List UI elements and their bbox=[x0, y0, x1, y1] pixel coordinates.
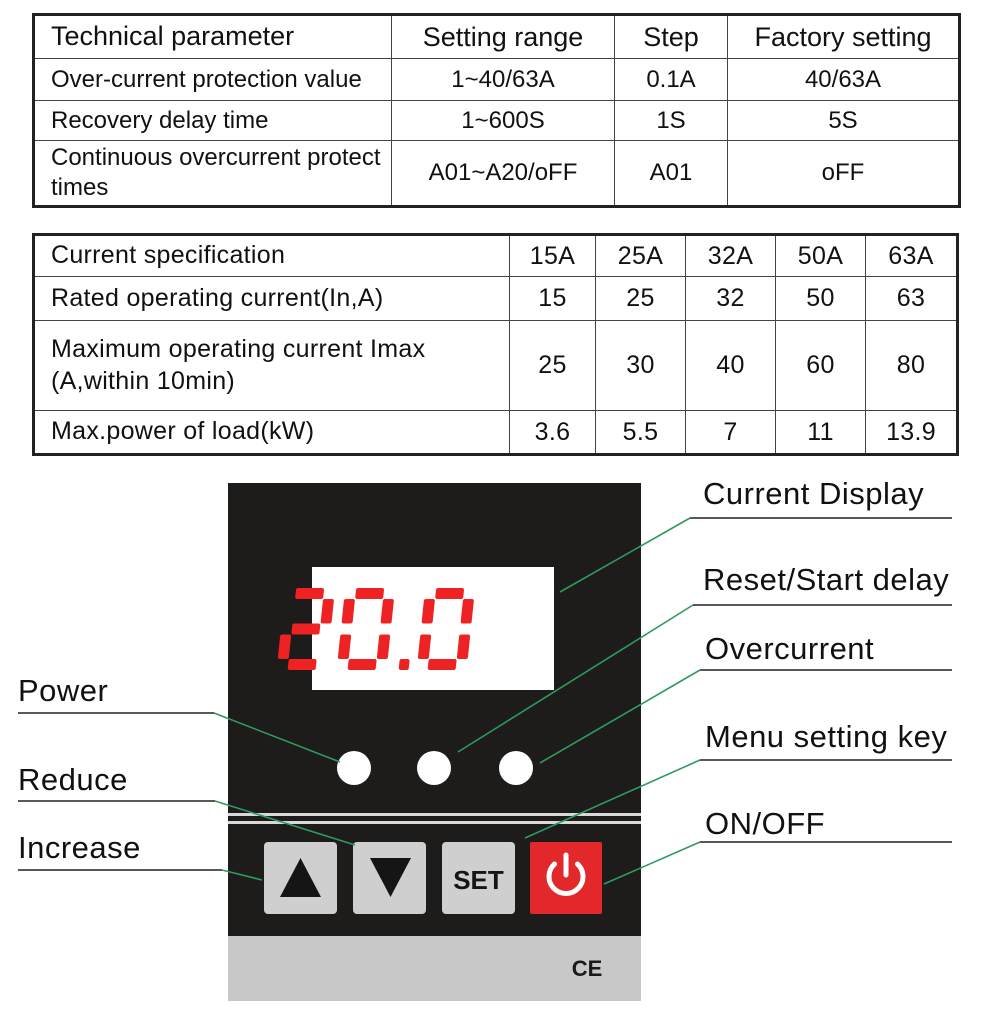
increase-button[interactable] bbox=[264, 842, 337, 914]
callout-reset-start-delay: Reset/Start delay bbox=[703, 562, 950, 597]
on-off-button[interactable] bbox=[530, 842, 602, 914]
header-50a: 50A bbox=[776, 235, 866, 277]
table-cell: 80 bbox=[866, 321, 958, 411]
reduce-button[interactable] bbox=[353, 842, 426, 914]
cell-factory-setting: 40/63A bbox=[728, 59, 960, 101]
row-label: Over-current protection value bbox=[34, 59, 392, 101]
callout-overcurrent: Overcurrent bbox=[705, 631, 875, 666]
cell-setting-range: 1~40/63A bbox=[392, 59, 615, 101]
callout-power: Power bbox=[18, 673, 109, 708]
table-cell: 63 bbox=[866, 277, 958, 321]
table-cell: 11 bbox=[776, 411, 866, 455]
header-technical-parameter: Technical parameter bbox=[34, 15, 392, 59]
table-cell: 50 bbox=[776, 277, 866, 321]
table-cell: 40 bbox=[686, 321, 776, 411]
display-segment bbox=[399, 659, 410, 670]
table-cell: 3.6 bbox=[510, 411, 596, 455]
cell-setting-range: 1~600S bbox=[392, 101, 615, 141]
display-segment bbox=[355, 588, 384, 599]
header-63a: 63A bbox=[866, 235, 958, 277]
display-segment bbox=[291, 624, 320, 635]
ce-mark: CE bbox=[571, 956, 603, 981]
reset-start-delay-indicator-light bbox=[417, 751, 451, 785]
table-cell: 25 bbox=[596, 277, 686, 321]
callout-current-display: Current Display bbox=[703, 476, 925, 511]
table-cell: 5.5 bbox=[596, 411, 686, 455]
row-label: Maximum operating current Imax (A,within 10min) bbox=[34, 321, 510, 411]
table-cell: 30 bbox=[596, 321, 686, 411]
row-label: Max.power of load(kW) bbox=[34, 411, 510, 455]
callout-on-off: ON/OFF bbox=[705, 806, 826, 841]
display-segment bbox=[428, 659, 457, 670]
power-indicator-light bbox=[337, 751, 371, 785]
table-cell: 32 bbox=[686, 277, 776, 321]
cell-step: A01 bbox=[615, 141, 728, 207]
row-label: Recovery delay time bbox=[34, 101, 392, 141]
header-25a: 25A bbox=[596, 235, 686, 277]
overcurrent-indicator-light bbox=[499, 751, 533, 785]
set-button-label: SET bbox=[453, 865, 504, 895]
table-cell: 15 bbox=[510, 277, 596, 321]
cell-factory-setting: 5S bbox=[728, 101, 960, 141]
cell-step: 1S bbox=[615, 101, 728, 141]
display-segment bbox=[288, 659, 317, 670]
header-factory-setting: Factory setting bbox=[728, 15, 960, 59]
header-current-specification: Current specification bbox=[34, 235, 510, 277]
table-cell: 7 bbox=[686, 411, 776, 455]
lcd-display-window bbox=[312, 567, 554, 690]
set-button[interactable] bbox=[442, 842, 515, 914]
panel-divider bbox=[228, 821, 641, 824]
display-segment bbox=[295, 588, 324, 599]
cell-step: 0.1A bbox=[615, 59, 728, 101]
callout-reduce: Reduce bbox=[18, 762, 128, 797]
display-segment bbox=[435, 588, 464, 599]
table-cell: 25 bbox=[510, 321, 596, 411]
display-segment bbox=[348, 659, 377, 670]
row-label: Rated operating current(In,A) bbox=[34, 277, 510, 321]
header-32a: 32A bbox=[686, 235, 776, 277]
callout-menu-setting-key: Menu setting key bbox=[705, 719, 948, 754]
header-setting-range: Setting range bbox=[392, 15, 615, 59]
cell-setting-range: A01~A20/oFF bbox=[392, 141, 615, 207]
header-step: Step bbox=[615, 15, 728, 59]
row-label: Continuous overcurrent protect times bbox=[34, 141, 392, 207]
table-cell: 13.9 bbox=[866, 411, 958, 455]
cell-factory-setting: oFF bbox=[728, 141, 960, 207]
header-15a: 15A bbox=[510, 235, 596, 277]
table-cell: 60 bbox=[776, 321, 866, 411]
callout-increase: Increase bbox=[18, 830, 141, 865]
